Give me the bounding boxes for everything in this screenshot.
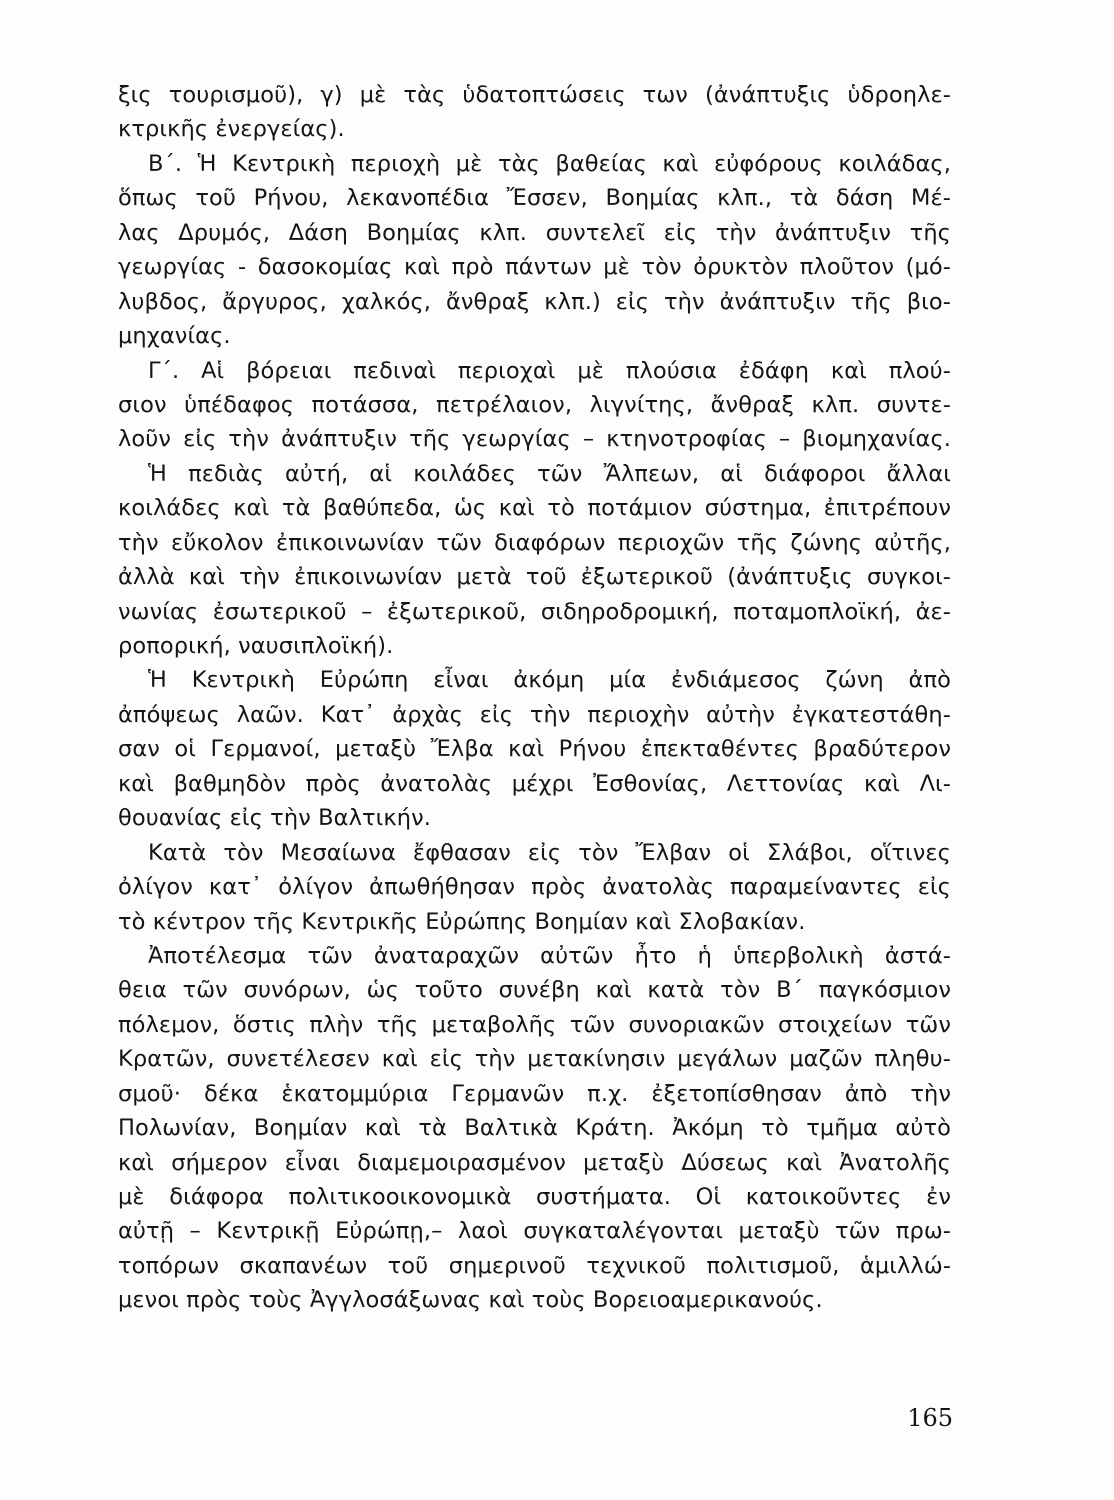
text-line: λας Δρυμός, Δάση Βοημίας κλπ. συντελεῖ εἰς τὴν ἀνάπτυξιν τῆς [118, 219, 951, 246]
text-line: καὶ βαθμηδὸν πρὸς ἀνατολὰς μέχρι Ἐσθονίας, Λεττονίας καὶ Λι- [118, 770, 951, 797]
text-line: τοπόρων σκαπανέων τοῦ σημερινοῦ τεχνικοῦ πολιτισμοῦ, ἁμιλλώ- [118, 1252, 951, 1279]
text-line: μενοι πρὸς τοὺς Ἀγγλοσάξωνας καὶ τοὺς Βορειοαμερικανούς. [118, 1287, 823, 1314]
text-line: καὶ σήμερον εἶναι διαμεμοιρασμένον μεταξὺ Δύσεως καὶ Ἀνατολῆς [118, 1149, 951, 1176]
text-line: μηχανίας. [118, 323, 231, 350]
text-line: λοῦν εἰς τὴν ἀνάπτυξιν τῆς γεωργίας – κτηνοτροφίας – βιομηχανίας. [118, 426, 951, 453]
text-line: Πολωνίαν, Βοημίαν καὶ τὰ Βαλτικὰ Κράτη. Ἀκόμη τὸ τμῆμα αὐτὸ [118, 1115, 951, 1142]
text-line: Ἡ πεδιὰς αὐτή, αἱ κοιλάδες τῶν Ἄλπεων, αἱ διάφοροι ἄλλαι [148, 460, 951, 487]
text-line: ξις τουρισμοῦ), γ) μὲ τὰς ὑδατοπτώσεις των (ἀνάπτυξις ὑδροηλε- [118, 82, 951, 108]
text-line: σμοῦ· δέκα ἑκατομμύρια Γερμανῶν π.χ. ἐξετοπίσθησαν ἀπὸ τὴν [118, 1080, 951, 1107]
text-line: ὅπως τοῦ Ρήνου, λεκανοπέδια Ἔσσεν, Βοημίας κλπ., τὰ δάση Μέ- [118, 185, 951, 212]
text-line: Ἡ Κεντρικὴ Εὐρώπη εἶναι ἀκόμη μία ἐνδιάμεσος ζώνη ἀπὸ [148, 667, 951, 694]
text-line: ροπορική, ναυσιπλοϊκή). [118, 633, 394, 659]
text-line: τὸ κέντρον τῆς Κεντρικῆς Εὐρώπης Βοημίαν καὶ Σλοβακίαν. [118, 908, 806, 935]
body-text [118, 78, 951, 1318]
text-line: Κατὰ τὸν Μεσαίωνα ἔφθασαν εἰς τὸν Ἔλβαν οἱ Σλάβοι, οἵτινες [148, 839, 951, 866]
text-line: πόλεμον, ὅστις πλὴν τῆς μεταβολῆς τῶν συνοριακῶν στοιχείων τῶν [118, 1011, 951, 1038]
text-line: ἀπόψεως λαῶν. Κατ᾽ ἀρχὰς εἰς τὴν περιοχὴν αὐτὴν ἐγκατεστάθη- [118, 701, 951, 728]
page-number: 165 [907, 1404, 953, 1432]
text-line: θεια τῶν συνόρων, ὡς τοῦτο συνέβη καὶ κατὰ τὸν Β΄ παγκόσμιον [118, 977, 951, 1004]
text-line: λυβδος, ἄργυρος, χαλκός, ἄνθραξ κλπ.) εἰς τὴν ἀνάπτυξιν τῆς βιο- [118, 288, 951, 315]
text-line: αὐτῇ – Κεντρικῇ Εὐρώπῃ,– λαοὶ συγκαταλέγονται μεταξὺ τῶν πρω- [118, 1218, 951, 1245]
text-line: Γ΄. Αἱ βόρειαι πεδιναὶ περιοχαὶ μὲ πλούσια ἐδάφη καὶ πλού- [148, 357, 951, 384]
text-line: κοιλάδες καὶ τὰ βαθύπεδα, ὡς καὶ τὸ ποτάμιον σύστημα, ἐπιτρέπουν [118, 495, 951, 522]
text-line: γεωργίας - δασοκομίας καὶ πρὸ πάντων μὲ τὸν ὀρυκτὸν πλοῦτον (μό- [118, 254, 951, 281]
text-line: τὴν εὔκολον ἐπικοινωνίαν τῶν διαφόρων περιοχῶν τῆς ζώνης αὐτῆς, [118, 529, 951, 556]
text-line: κτρικῆς ἐνεργείας). [118, 116, 345, 143]
text-line: μὲ διάφορα πολιτικοοικονομικὰ συστήματα. Οἱ κατοικοῦντες ἐν [118, 1184, 951, 1210]
text-line: σαν οἱ Γερμανοί, μεταξὺ Ἔλβα καὶ Ρήνου ἐπεκταθέντες βραδύτερον [118, 736, 951, 763]
text-line: Κρατῶν, συνετέλεσεν καὶ εἰς τὴν μετακίνησιν μεγάλων μαζῶν πληθυ- [118, 1046, 951, 1073]
text-line: ἀλλὰ καὶ τὴν ἐπικοινωνίαν μετὰ τοῦ ἐξωτερικοῦ (ἀνάπτυξις συγκοι- [118, 564, 951, 591]
text-line: ὀλίγον κατ᾽ ὀλίγον ἀπωθήθησαν πρὸς ἀνατολὰς παραμείναντες εἰς [118, 874, 951, 901]
text-line: θουανίας εἰς τὴν Βαλτικήν. [118, 805, 431, 832]
text-line: Β΄. Ἡ Κεντρικὴ περιοχὴ μὲ τὰς βαθείας καὶ εὐφόρους κοιλάδας, [148, 150, 951, 177]
text-line: σιον ὑπέδαφος ποτάσσα, πετρέλαιον, λιγνίτης, ἄνθραξ κλπ. συντε- [118, 391, 951, 418]
text-line: Ἀποτέλεσμα τῶν ἀναταραχῶν αὐτῶν ἦτο ἡ ὑπερβολικὴ ἀστά- [148, 942, 951, 969]
text-line: νωνίας ἐσωτερικοῦ – ἐξωτερικοῦ, σιδηροδρομική, ποταμοπλοϊκή, ἀε- [118, 598, 951, 625]
